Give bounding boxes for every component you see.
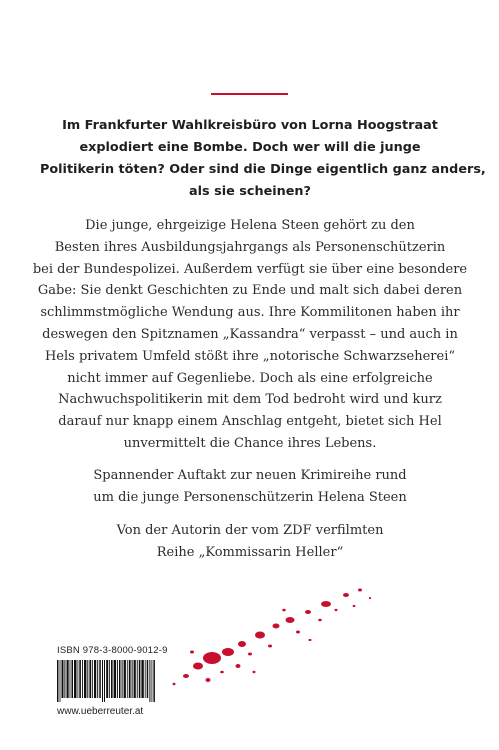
teaser-line: explodiert eine Bombe. Doch wer will die junge bbox=[79, 140, 421, 155]
synopsis-paragraph bbox=[30, 215, 470, 455]
series-paragraph bbox=[30, 465, 470, 509]
synopsis-line: deswegen den Spitznamen „Kassandra“ verpasst – und auch in bbox=[42, 326, 458, 342]
author-paragraph bbox=[30, 520, 470, 564]
synopsis-line: Die junge, ehrgeizige Helena Steen gehört zu den bbox=[85, 218, 415, 233]
synopsis-line: Nachwuchspolitikerin mit dem Tod bedroht wird und kurz bbox=[58, 392, 442, 408]
publisher-website: www.ueberreuter.at bbox=[57, 706, 144, 717]
red-divider bbox=[211, 93, 288, 95]
synopsis-line: unvermittelt die Chance ihres Lebens. bbox=[123, 435, 377, 451]
teaser-line: als sie scheinen? bbox=[189, 184, 311, 199]
synopsis-line: schlimmstmögliche Wendung aus. Ihre Kommilitonen haben ihr bbox=[40, 305, 460, 321]
synopsis-line: darauf nur knapp einem Anschlag entgeht, bietet sich Hel bbox=[58, 414, 442, 430]
synopsis-line: bei der Bundespolizei. Außerdem verfügt sie über eine besondere bbox=[32, 261, 468, 277]
teaser-line: Politikerin töten? Oder sind die Dinge eigentlich ganz anders, bbox=[40, 162, 486, 177]
synopsis-line: Besten ihres Ausbildungsjahrgangs als Personenschützerin bbox=[54, 239, 446, 255]
teaser-paragraph bbox=[40, 115, 486, 203]
author-line: Reihe „Kommissarin Heller“ bbox=[156, 544, 344, 560]
blood-splatter-graphic bbox=[150, 580, 390, 700]
series-line: Spannender Auftakt zur neuen Krimireihe rund bbox=[93, 468, 407, 483]
synopsis-line: nicht immer auf Gegenliebe. Doch als eine erfolgreiche bbox=[67, 370, 433, 386]
isbn-label: ISBN 978-3-8000-9012-9 bbox=[57, 645, 168, 656]
synopsis-line: Gabe: Sie denkt Geschichten zu Ende und malt sich dabei deren bbox=[37, 283, 463, 299]
teaser-line: Im Frankfurter Wahlkreisbüro von Lorna Hoogstraat bbox=[62, 118, 438, 133]
author-line: Von der Autorin der vom ZDF verfilmten bbox=[116, 523, 384, 538]
series-line: um die junge Personenschützerin Helena Steen bbox=[93, 489, 407, 505]
synopsis-line: Hels privatem Umfeld stößt ihre „notorische Schwarzseherei“ bbox=[44, 348, 456, 364]
barcode-graphic bbox=[57, 660, 155, 702]
